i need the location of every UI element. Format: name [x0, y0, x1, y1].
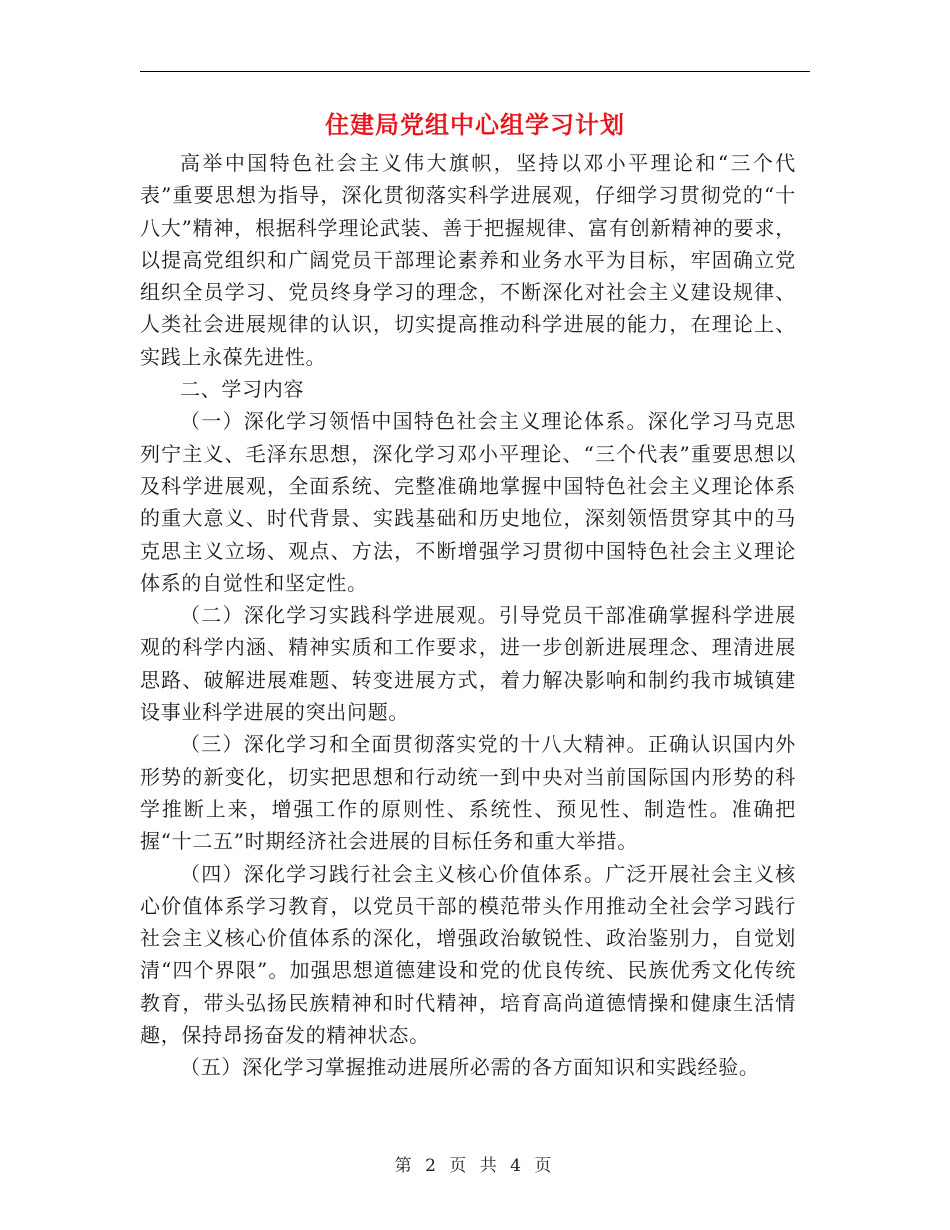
document-body	[140, 147, 796, 1084]
content-item-5: （五）深化学习掌握推动进展所必需的各方面知识和实践经验。	[180, 1055, 760, 1080]
content-item-4: （四）深化学习践行社会主义核心价值体系。广泛开展社会主义核心价值体系学习教育，以党员干部的模范带头作用推动全社会学习践行社会主义核心价值体系的深化，增强政治敏锐性、政治鉴别力，自觉划清“四个界限”。加强思想道德建设和党的优良传统、民族优秀文化传统教育，带头弘扬民族精神和时代精神，培育高尚道德情操和健康生活情趣，保持昂扬奋发的精神状态。	[140, 861, 796, 1048]
content-item-2: （二）深化学习实践科学进展观。引导党员干部准确掌握科学进展观的科学内涵、精神实质和工作要求，进一步创新进展理念、理清进展思路、破解进展难题、转变进展方式，着力解决影响和制约我市城镇建设事业科学进展的突出问题。	[140, 603, 796, 725]
content-item-1: （一）深化学习领悟中国特色社会主义理论体系。深化学习马克思列宁主义、毛泽东思想，深化学习邓小平理论、“三个代表”重要思想以及科学进展观，全面系统、完整准确地掌握中国特色社会主义理论体系的重大意义、时代背景、实践基础和历史地位，深刻领悟贯穿其中的马克思主义立场、观点、方法，不断增强学习贯彻中国特色社会主义理论体系的自觉性和坚定性。	[140, 409, 796, 595]
header-rule	[140, 71, 810, 72]
intro-paragraph: 高举中国特色社会主义伟大旗帜，坚持以邓小平理论和“三个代表”重要思想为指导，深化贯彻落实科学进展观，仔细学习贯彻党的“十八大”精神，根据科学理论武装、善于把握规律、富有创新精神的要求，以提高党组织和广阔党员干部理论素养和业务水平为目标，牢固确立党组织全员学习、党员终身学习的理念，不断深化对社会主义建设规律、人类社会进展规律的认识，切实提高推动科学进展的能力，在理论上、实践上永葆先进性。	[140, 151, 796, 369]
page-number-footer: 第 2 页 共 4 页	[394, 1156, 556, 1176]
section-heading-study-content: 二、学习内容	[180, 377, 305, 402]
document-title: 住建局党组中心组学习计划	[325, 111, 625, 139]
content-item-3: （三）深化学习和全面贯彻落实党的十八大精神。正确认识国内外形势的新变化，切实把思想和行动统一到中央对当前国际国内形势的科学推断上来，增强工作的原则性、系统性、预见性、制造性。准确把握“十二五”时期经济社会进展的目标任务和重大举措。	[140, 732, 796, 854]
